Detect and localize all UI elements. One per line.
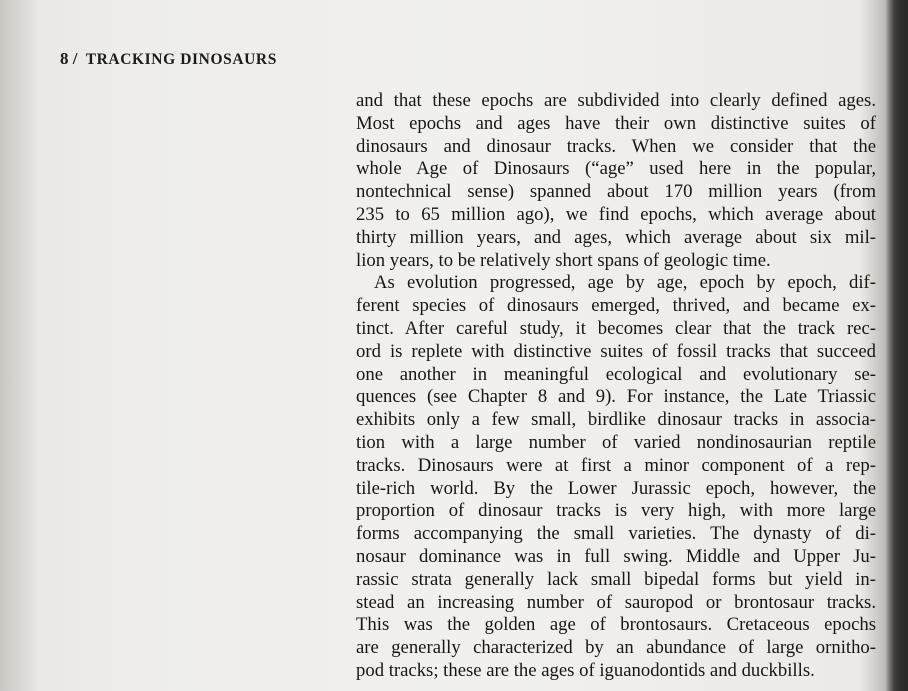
running-head-title: TRACKING DINOSAURS	[85, 51, 277, 68]
running-head	[60, 49, 277, 69]
text-line: pod tracks; these are the ages of iguanodontids and duckbills.	[356, 659, 815, 681]
text-line: tion with a large number of varied nondinosaurian reptile	[356, 431, 876, 453]
page-edge-shadow	[886, 0, 908, 691]
text-line: rassic strata generally lack small bipedal forms but yield in-	[356, 568, 876, 590]
text-line: nontechnical sense) spanned about 170 million years (from	[356, 181, 876, 203]
text-line: quences (see Chapter 8 and 9). For instance, the Late Triassic	[356, 386, 876, 408]
text-line: stead an increasing number of sauropod or brontosaur tracks.	[356, 591, 876, 613]
text-line: tracks. Dinosaurs were at first a minor component of a rep-	[356, 454, 876, 476]
text-line: As evolution progressed, age by age, epoch by epoch, dif-	[374, 272, 876, 294]
text-line: 235 to 65 million ago), we find epochs, which average about	[356, 203, 876, 225]
text-line: forms accompanying the small varieties. The dynasty of di-	[356, 523, 876, 545]
page-number: 8 /	[60, 49, 78, 68]
text-line: ferent species of dinosaurs emerged, thrived, and became ex-	[356, 295, 876, 317]
text-line: proportion of dinosaur tracks is very high, with more large	[356, 500, 876, 522]
text-line: whole Age of Dinosaurs (“age” used here in the popular,	[356, 158, 876, 180]
text-line: are generally characterized by an abundance of large ornitho-	[356, 637, 876, 659]
body-text	[356, 90, 876, 683]
text-line: dinosaurs and dinosaur tracks. When we consider that the	[356, 135, 876, 157]
text-line: ord is replete with distinctive suites of fossil tracks that succeed	[356, 340, 876, 362]
text-line: tile-rich world. By the Lower Jurassic epoch, however, the	[356, 477, 876, 499]
text-line: This was the golden age of brontosaurs. Cretaceous epochs	[356, 614, 876, 636]
text-line: and that these epochs are subdivided into clearly defined ages.	[356, 90, 876, 111]
text-line: lion years, to be relatively short spans of geologic time.	[356, 249, 771, 271]
text-line: thirty million years, and ages, which average about six mil-	[356, 226, 876, 248]
text-line: one another in meaningful ecological and evolutionary se-	[356, 363, 876, 385]
text-line: exhibits only a few small, birdlike dinosaur tracks in associa-	[356, 409, 876, 431]
text-line: Most epochs and ages have their own distinctive suites of	[356, 112, 876, 134]
text-line: tinct. After careful study, it becomes clear that the track rec-	[356, 317, 876, 339]
text-line: nosaur dominance was in full swing. Middle and Upper Ju-	[356, 545, 876, 567]
